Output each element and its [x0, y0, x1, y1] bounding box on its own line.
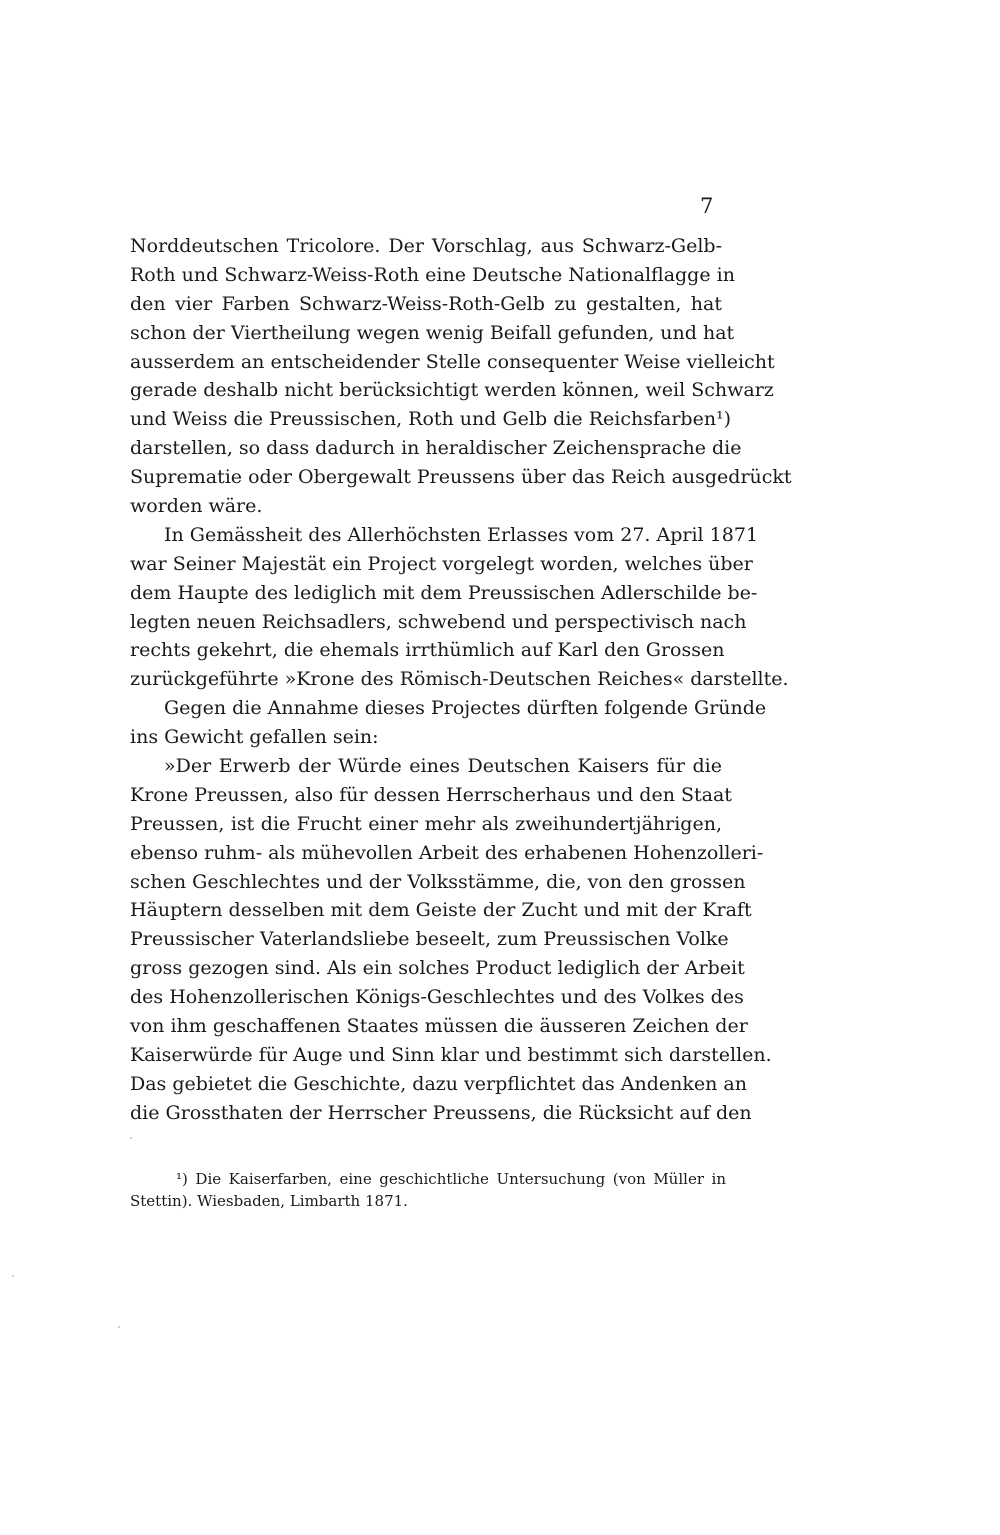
text-line: schon der Viertheilung wegen wenig Beifall gefunden, und hat	[130, 321, 735, 344]
body-text	[130, 232, 792, 1128]
text-line: von ihm geschaffenen Staates müssen die äusseren Zeichen der	[130, 1015, 748, 1038]
footnote-line: Stettin). Wiesbaden, Limbarth 1871.	[130, 1192, 408, 1210]
page-speck	[130, 1137, 132, 1139]
text-line: Häuptern desselben mit dem Geiste der Zucht und mit der Kraft	[130, 899, 752, 922]
text-line: und Weiss die Preussischen, Roth und Gelb die Reichsfarben¹)	[130, 408, 732, 431]
paragraph	[130, 694, 767, 752]
text-line: Norddeutschen Tricolore. Der Vorschlag, aus Schwarz-Gelb-	[130, 235, 722, 257]
page-number: 7	[700, 194, 714, 218]
text-line: worden wäre.	[130, 495, 263, 518]
text-line: Preussen, ist die Frucht einer mehr als zweihundertjährigen,	[130, 812, 722, 835]
text-line: rechts gekehrt, die ehemals irrthümlich auf Karl den Grossen	[130, 639, 725, 662]
text-line: darstellen, so dass dadurch in heraldischer Zeichensprache die	[130, 437, 742, 460]
text-line: den vier Farben Schwarz-Weiss-Roth-Gelb zu gestalten, hat	[130, 292, 722, 315]
page-speck	[12, 1275, 14, 1277]
text-line: Das gebietet die Geschichte, dazu verpflichtet das Andenken an	[130, 1072, 747, 1095]
page-speck	[118, 1326, 120, 1328]
paragraph	[130, 521, 789, 694]
text-line: Roth und Schwarz-Weiss-Roth eine Deutsche Nationalflagge in	[130, 263, 735, 286]
text-line: legten neuen Reichsadlers, schwebend und perspectivisch nach	[130, 610, 747, 633]
text-line: die Grossthaten der Herrscher Preussens, die Rücksicht auf den	[130, 1101, 752, 1124]
text-line: In Gemässheit des Allerhöchsten Erlasses vom 27. April 1871	[164, 523, 759, 546]
text-line: zurückgeführte »Krone des Römisch-Deutschen Reiches« darstellte.	[130, 668, 789, 691]
text-line: Suprematie oder Obergewalt Preussens über das Reich ausgedrückt	[130, 466, 792, 489]
text-line: Kaiserwürde für Auge und Sinn klar und bestimmt sich darstellen.	[130, 1043, 772, 1066]
text-line: Preussischer Vaterlandsliebe beseelt, zum Preussischen Volke	[130, 928, 729, 951]
footnote-line: ¹) Die Kaiserfarben, eine geschichtliche Untersuchung (von Müller in	[176, 1170, 726, 1188]
text-line: Gegen die Annahme dieses Projectes dürften folgende Gründe	[164, 697, 767, 720]
text-line: ins Gewicht gefallen sein:	[130, 726, 379, 749]
text-line: dem Haupte des lediglich mit dem Preussischen Adlerschilde be-	[130, 581, 758, 604]
footnote	[130, 1168, 726, 1212]
text-line: war Seiner Majestät ein Project vorgelegt worden, welches über	[130, 552, 753, 575]
paragraph	[130, 752, 772, 1128]
text-line: gross gezogen sind. Als ein solches Product lediglich der Arbeit	[130, 957, 745, 980]
text-line: Krone Preussen, also für dessen Herrscherhaus und den Staat	[130, 783, 732, 806]
text-line: des Hohenzollerischen Königs-Geschlechtes und des Volkes des	[130, 986, 744, 1009]
text-line: schen Geschlechtes und der Volksstämme, die, von den grossen	[130, 870, 746, 893]
text-line: ebenso ruhm- als mühevollen Arbeit des erhabenen Hohenzolleri-	[130, 841, 764, 864]
text-line: gerade deshalb nicht berücksichtigt werden können, weil Schwarz	[130, 379, 774, 402]
paragraph	[130, 232, 792, 521]
text-line: »Der Erwerb der Würde eines Deutschen Kaisers für die	[164, 755, 722, 778]
text-line: ausserdem an entscheidender Stelle consequenter Weise vielleicht	[130, 350, 775, 373]
